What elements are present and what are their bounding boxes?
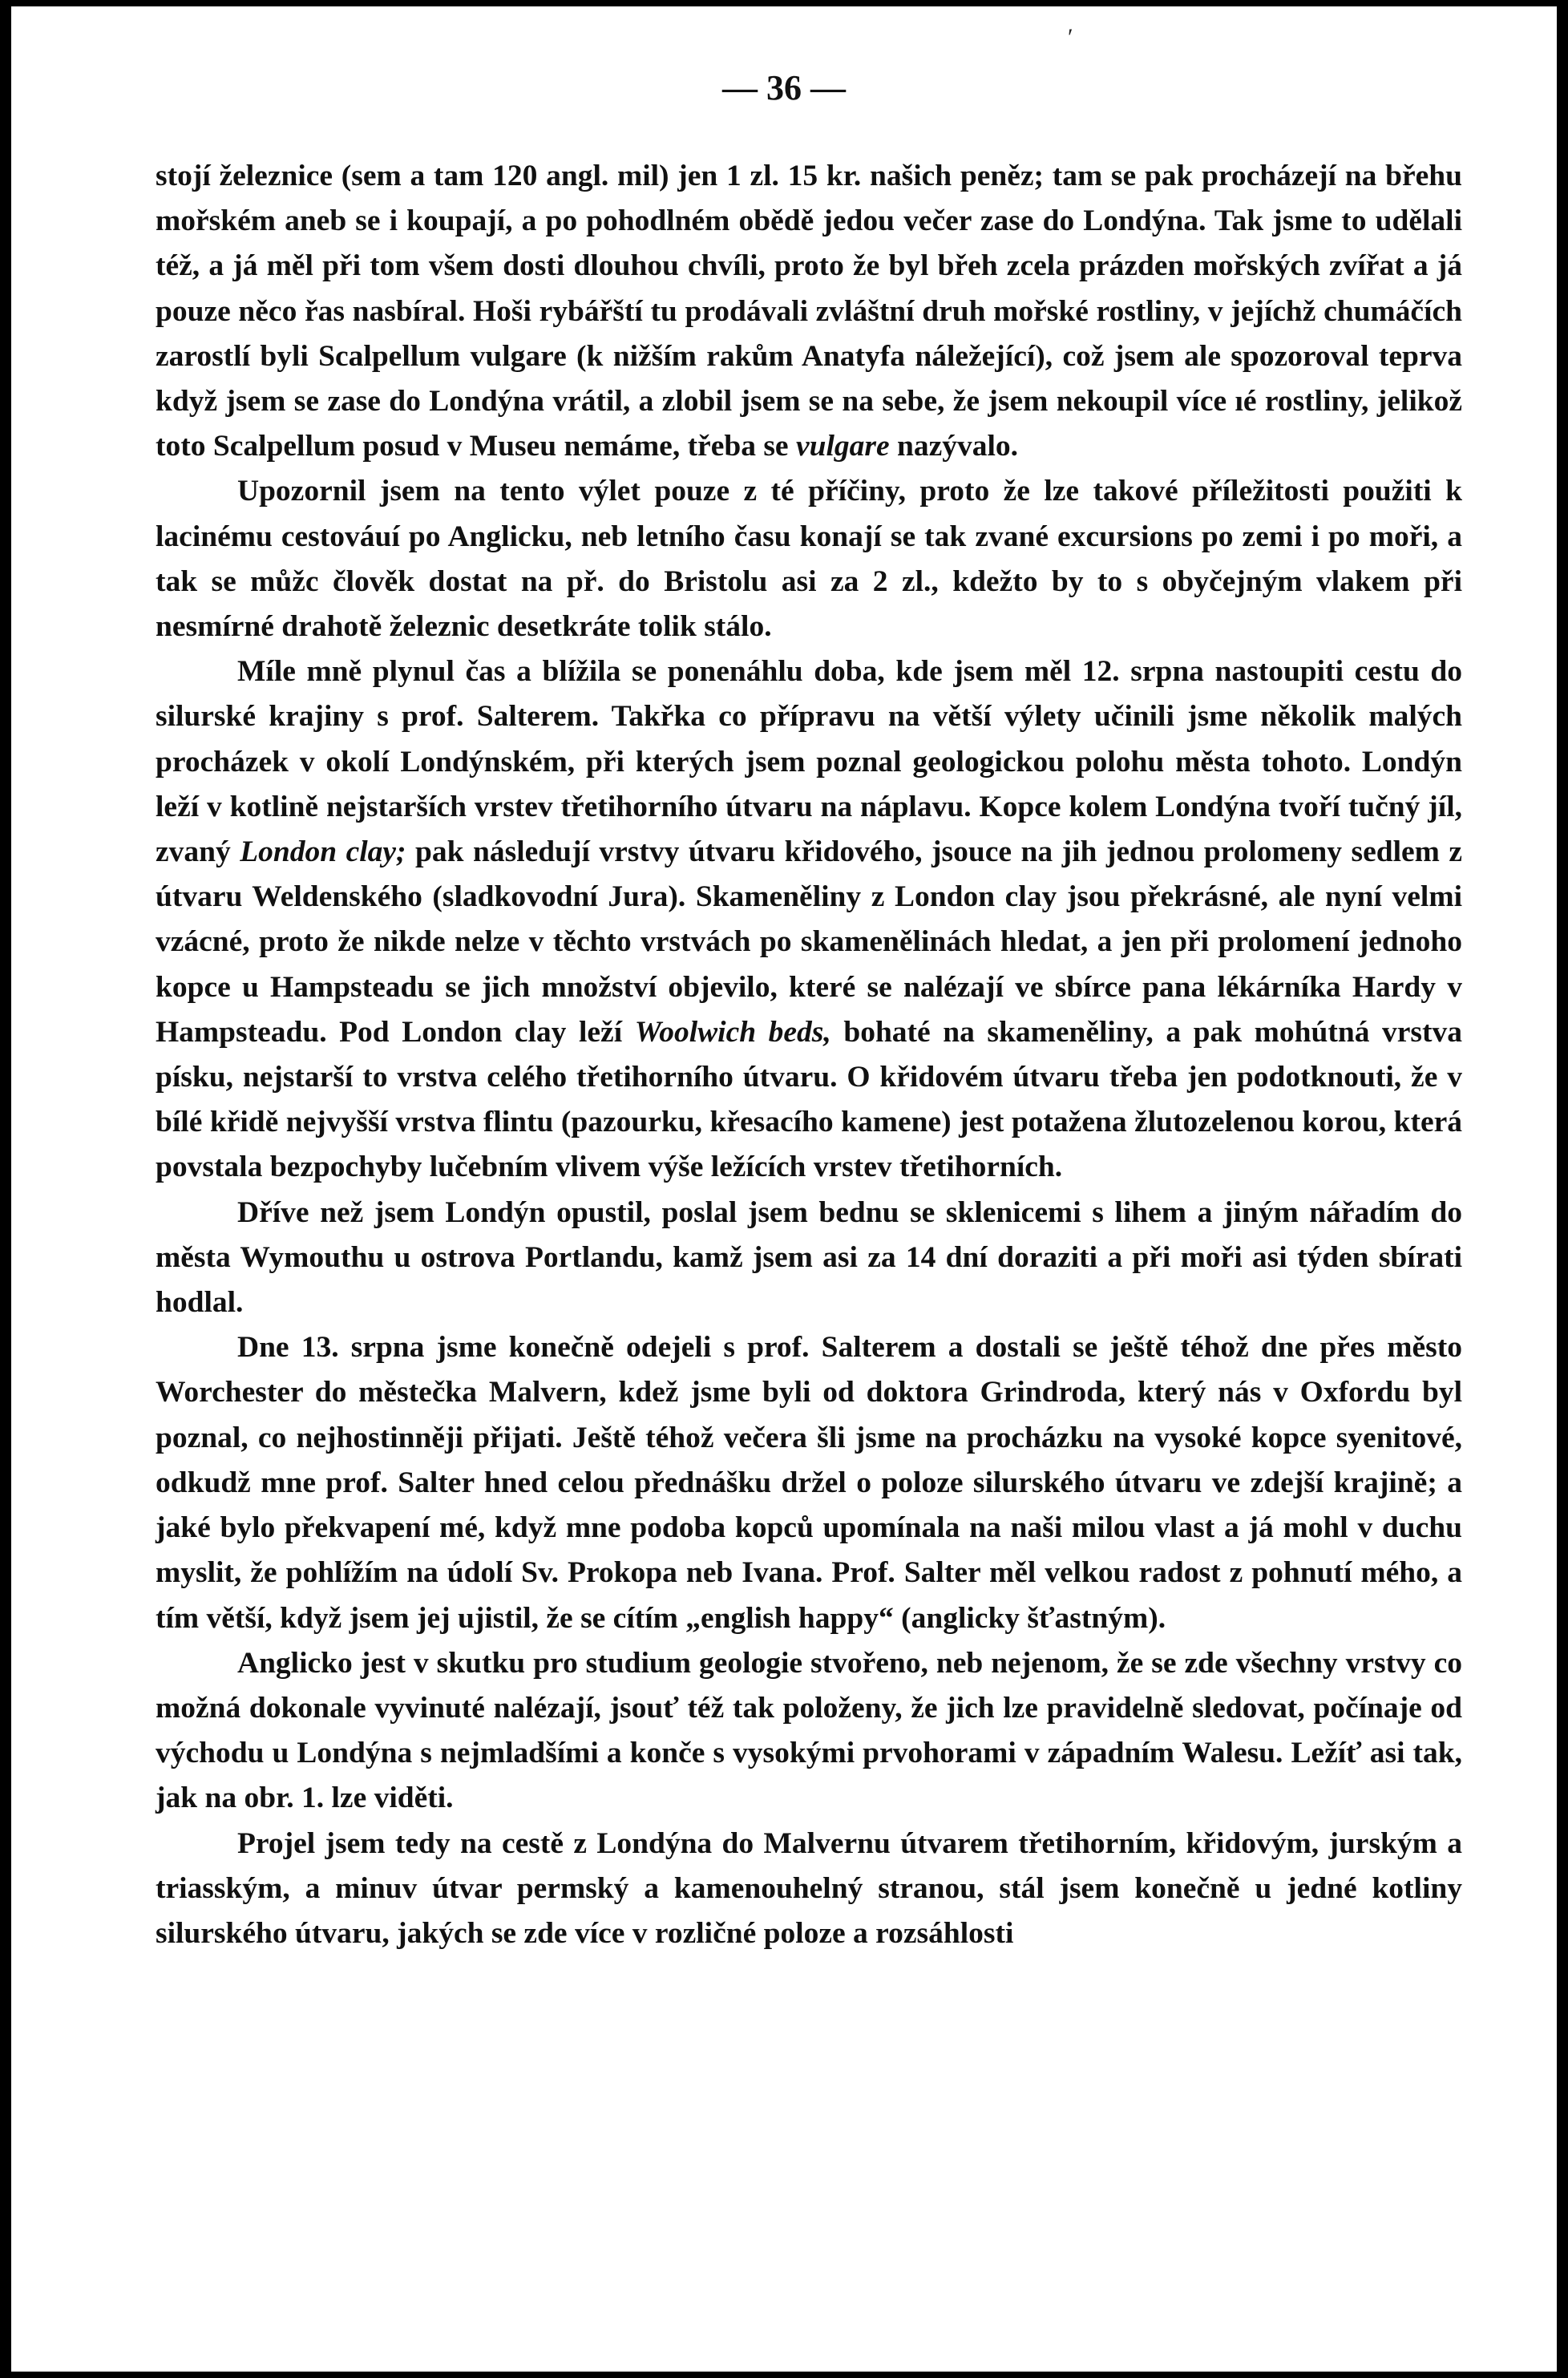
paragraph-5: Dne 13. srpna jsme konečně odejeli s prof. Salterem a dostali se ještě téhož dne přes město Worchester do městečka Malvern, kdež jsme byli od doktora Grindroda, který nás v Oxfordu byl poznal, co nejhostinněji přijati. Ještě téhož večera šli jsme na procházku na vysoké kopce syenitové, odkudž mne prof. Salter hned celou přednášku držel o poloze silurského útvaru ve zdejší krajině; a jaké bylo překvapení mé, když mne podoba kopců upomínala na naši milou vlast a já mohl v duchu myslit, že pohlížím na údolí Sv. Prokopa neb Ivana. Prof. Salter měl velkou radost z pohnutí mého, a tím větší, když jsem jej ujistil, že se cítím „english happy“ (anglicky šťastným). — [156, 1331, 1462, 1635]
paragraph-2: Upozornil jsem na tento výlet pouze z té příčiny, proto že lze takové příležitosti použiti k lacinému cestováuí po Anglicku, neb letního času konají se tak zvané excursions po zemi i po moři, a tak se můžc člověk dostat na př. do Bristolu asi za 2 zl., kdežto by to s obyčejným vlakem při nesmírné drahotě železnic desetkráte tolik stálo. — [156, 475, 1462, 644]
italic-term: Woolwich beds, — [634, 1015, 831, 1049]
paragraph-7: Projel jsem tedy na cestě z Londýna do Malvernu útvarem třetihorním, křidovým, jurským a triasským, a minuv útvar permský a kamenouhelný stranou, stál jsem konečně u jedné kotliny silurského útvaru, jakých se zde více v rozličné poloze a rozsáhlosti — [156, 1826, 1462, 1950]
italic-term: vulgare — [795, 430, 890, 463]
paragraph-6: Anglicko jest v skutku pro studium geologie stvořeno, neb nejenom, že se zde všechny vrstvy co možná dokonale vyvinuté nalézají, jsouť též tak položeny, že jich lze pravidelně sledovat, počínaje od východu u Londýna s nejmladšími a konče s vysokými prvohorami v západním Walesu. Ležíť asi tak, jak na obr. 1. lze viděti. — [156, 1646, 1462, 1815]
paragraph-3: Míle mně plynul čas a blížila se ponenáhlu doba, kde jsem měl 12. srpna nastoupiti cestu do silurské krajiny s prof. Salterem. Takřka co přípravu na větší výlety učinili jsme několik malých procházek v okolí Londýnském, při kterých jsem poznal geologickou polohu města tohoto. Londýn leží v kotlině nejstarších vrstev třetihorního útvaru na náplavu. Kopce kolem Londýna tvoří tučný jíl, zvaný London clay; pak následují vrstvy útvaru křidového, jsouce na jih jednou prolomeny sedlem z útvaru Weldenského (sladkovodní Jura). Skameněliny z London clay jsou překrásné, ale nyní velmi vzácné, proto že nikde nelze v těchto vrstvách po skamenělinách hledat, a jen při prolomení jednoho kopce u Hampsteadu se jich množství objevilo, které se nalézají ve sbírce pana lékárníka Hardy v Hampsteadu. Pod London clay leží Woolwich beds, bohaté na skameněliny, a pak mohútná vrstva písku, nejstarší to vrstva celého třetihorního útvaru. O křidovém útvaru třeba jen podotknouti, že v bílé křidě nejvyšší vrstva flintu (pazourku, křesacího kamene) jest potažena žlutozelenou korou, která povstala bezpochyby lučebním vlivem výše ležících vrstev třetihorních. — [156, 655, 1463, 1184]
stray-mark: ʹ — [1068, 24, 1073, 51]
italic-term: London clay; — [240, 835, 406, 869]
page-number: — 36 — — [722, 68, 846, 107]
body-text — [156, 154, 1462, 1956]
paragraph-4: Dříve než jsem Londýn opustil, poslal jsem bednu se sklenicemi s lihem a jiným nářadím do města Wymouthu u ostrova Portlandu, kamž jsem asi za 14 dní doraziti a při moři asi týden sbírati hodlal. — [156, 1195, 1462, 1320]
document-page — [11, 6, 1557, 2372]
paragraph-1: stojí železnice (sem a tam 120 angl. mil) jen 1 zl. 15 kr. našich peněz; tam se pak procházejí na břehu mořském aneb se i koupají, a po pohodlném obědě jedou večer zase do Londýna. Tak jsme to udělali též, a já měl při tom všem dosti dlouhou chvíli, proto že byl břeh zcela prázden mořských zvířat a já pouze něco řas nasbíral. Hoši rybářští tu prodávali zvláštní druh mořské rostliny, v jejíchž chumáčích zarostlí byli Scalpellum vulgare (k nižším rakům Anatyfa náležející), což jsem ale spozoroval teprva když jsem se zase do Londýna vrátil, a zlobil jsem se na sebe, že jsem nekoupil více ıé rostliny, jelikož toto Scalpellum posud v Museu nemáme, třeba se vulgare nazývalo. — [156, 160, 1462, 463]
